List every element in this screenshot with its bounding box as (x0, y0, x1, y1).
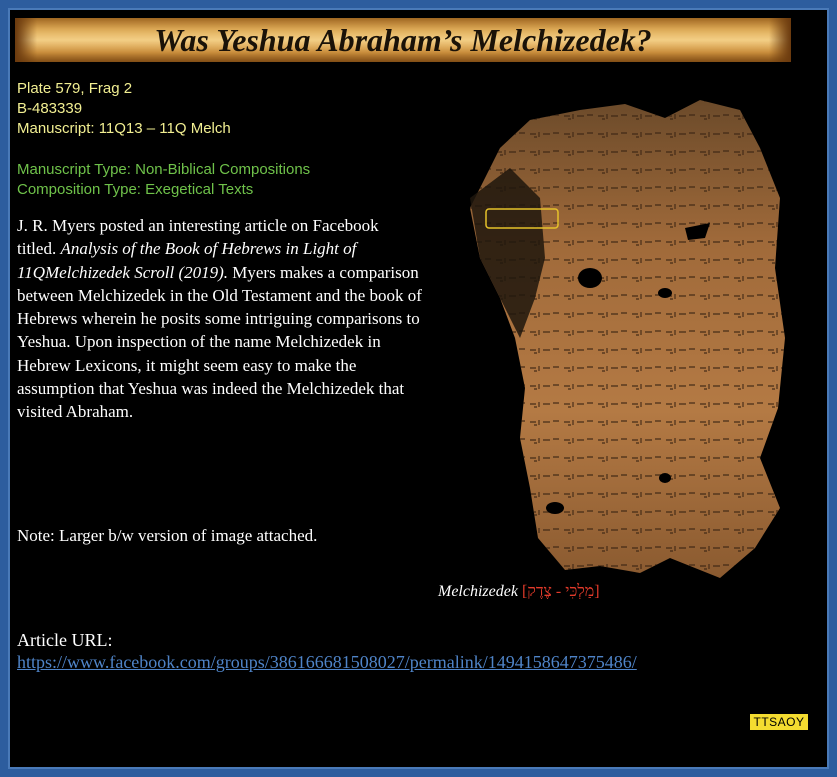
caption-term: Melchizedek (438, 583, 518, 600)
article-title: Analysis of the Book of Hebrews in Light of 11QMelchizedek Scroll (2019). (17, 239, 357, 282)
manuscript-type: Manuscript Type: Non-Biblical Compositions (17, 161, 311, 178)
article-intro: J. R. Myers posted an interesting article on Facebook titled. (17, 216, 379, 259)
manuscript-id: B-483339 (17, 100, 83, 117)
composition-type: Composition Type: Exegetical Texts (17, 181, 254, 198)
article-text (17, 214, 422, 424)
article-url-link[interactable]: https://www.facebook.com/groups/386166681508027/permalink/1494158647375486/ (17, 652, 637, 672)
image-note: Note: Larger b/w version of image attached. (17, 526, 318, 545)
site-logo: TTSAOY (750, 714, 808, 730)
manuscript-name: Manuscript: 11Q13 – 11Q Melch (17, 120, 231, 137)
title-banner (15, 18, 791, 62)
scroll-fragment-image (460, 88, 790, 578)
caption-hebrew: [מַלְכִּי - צֶדֶק] (521, 583, 600, 600)
manuscript-types (17, 160, 417, 200)
manuscript-info (17, 79, 417, 139)
page-title: Was Yeshua Abraham’s Melchizedek? (154, 22, 652, 58)
article-body: Myers makes a comparison between Melchizedek in the Old Testament and the book of Hebrews wherein he posits some intriguing comparisons to Yeshua. Upon inspection of the name Melchizedek in Hebrew Lexicons, it might seem easy to make the assumption that Yeshua was indeed the Melchizedek that visited Abraham. (17, 262, 422, 422)
image-caption (438, 583, 678, 601)
url-label: Article URL: (17, 630, 113, 650)
plate-label: Plate 579, Frag 2 (17, 80, 133, 97)
